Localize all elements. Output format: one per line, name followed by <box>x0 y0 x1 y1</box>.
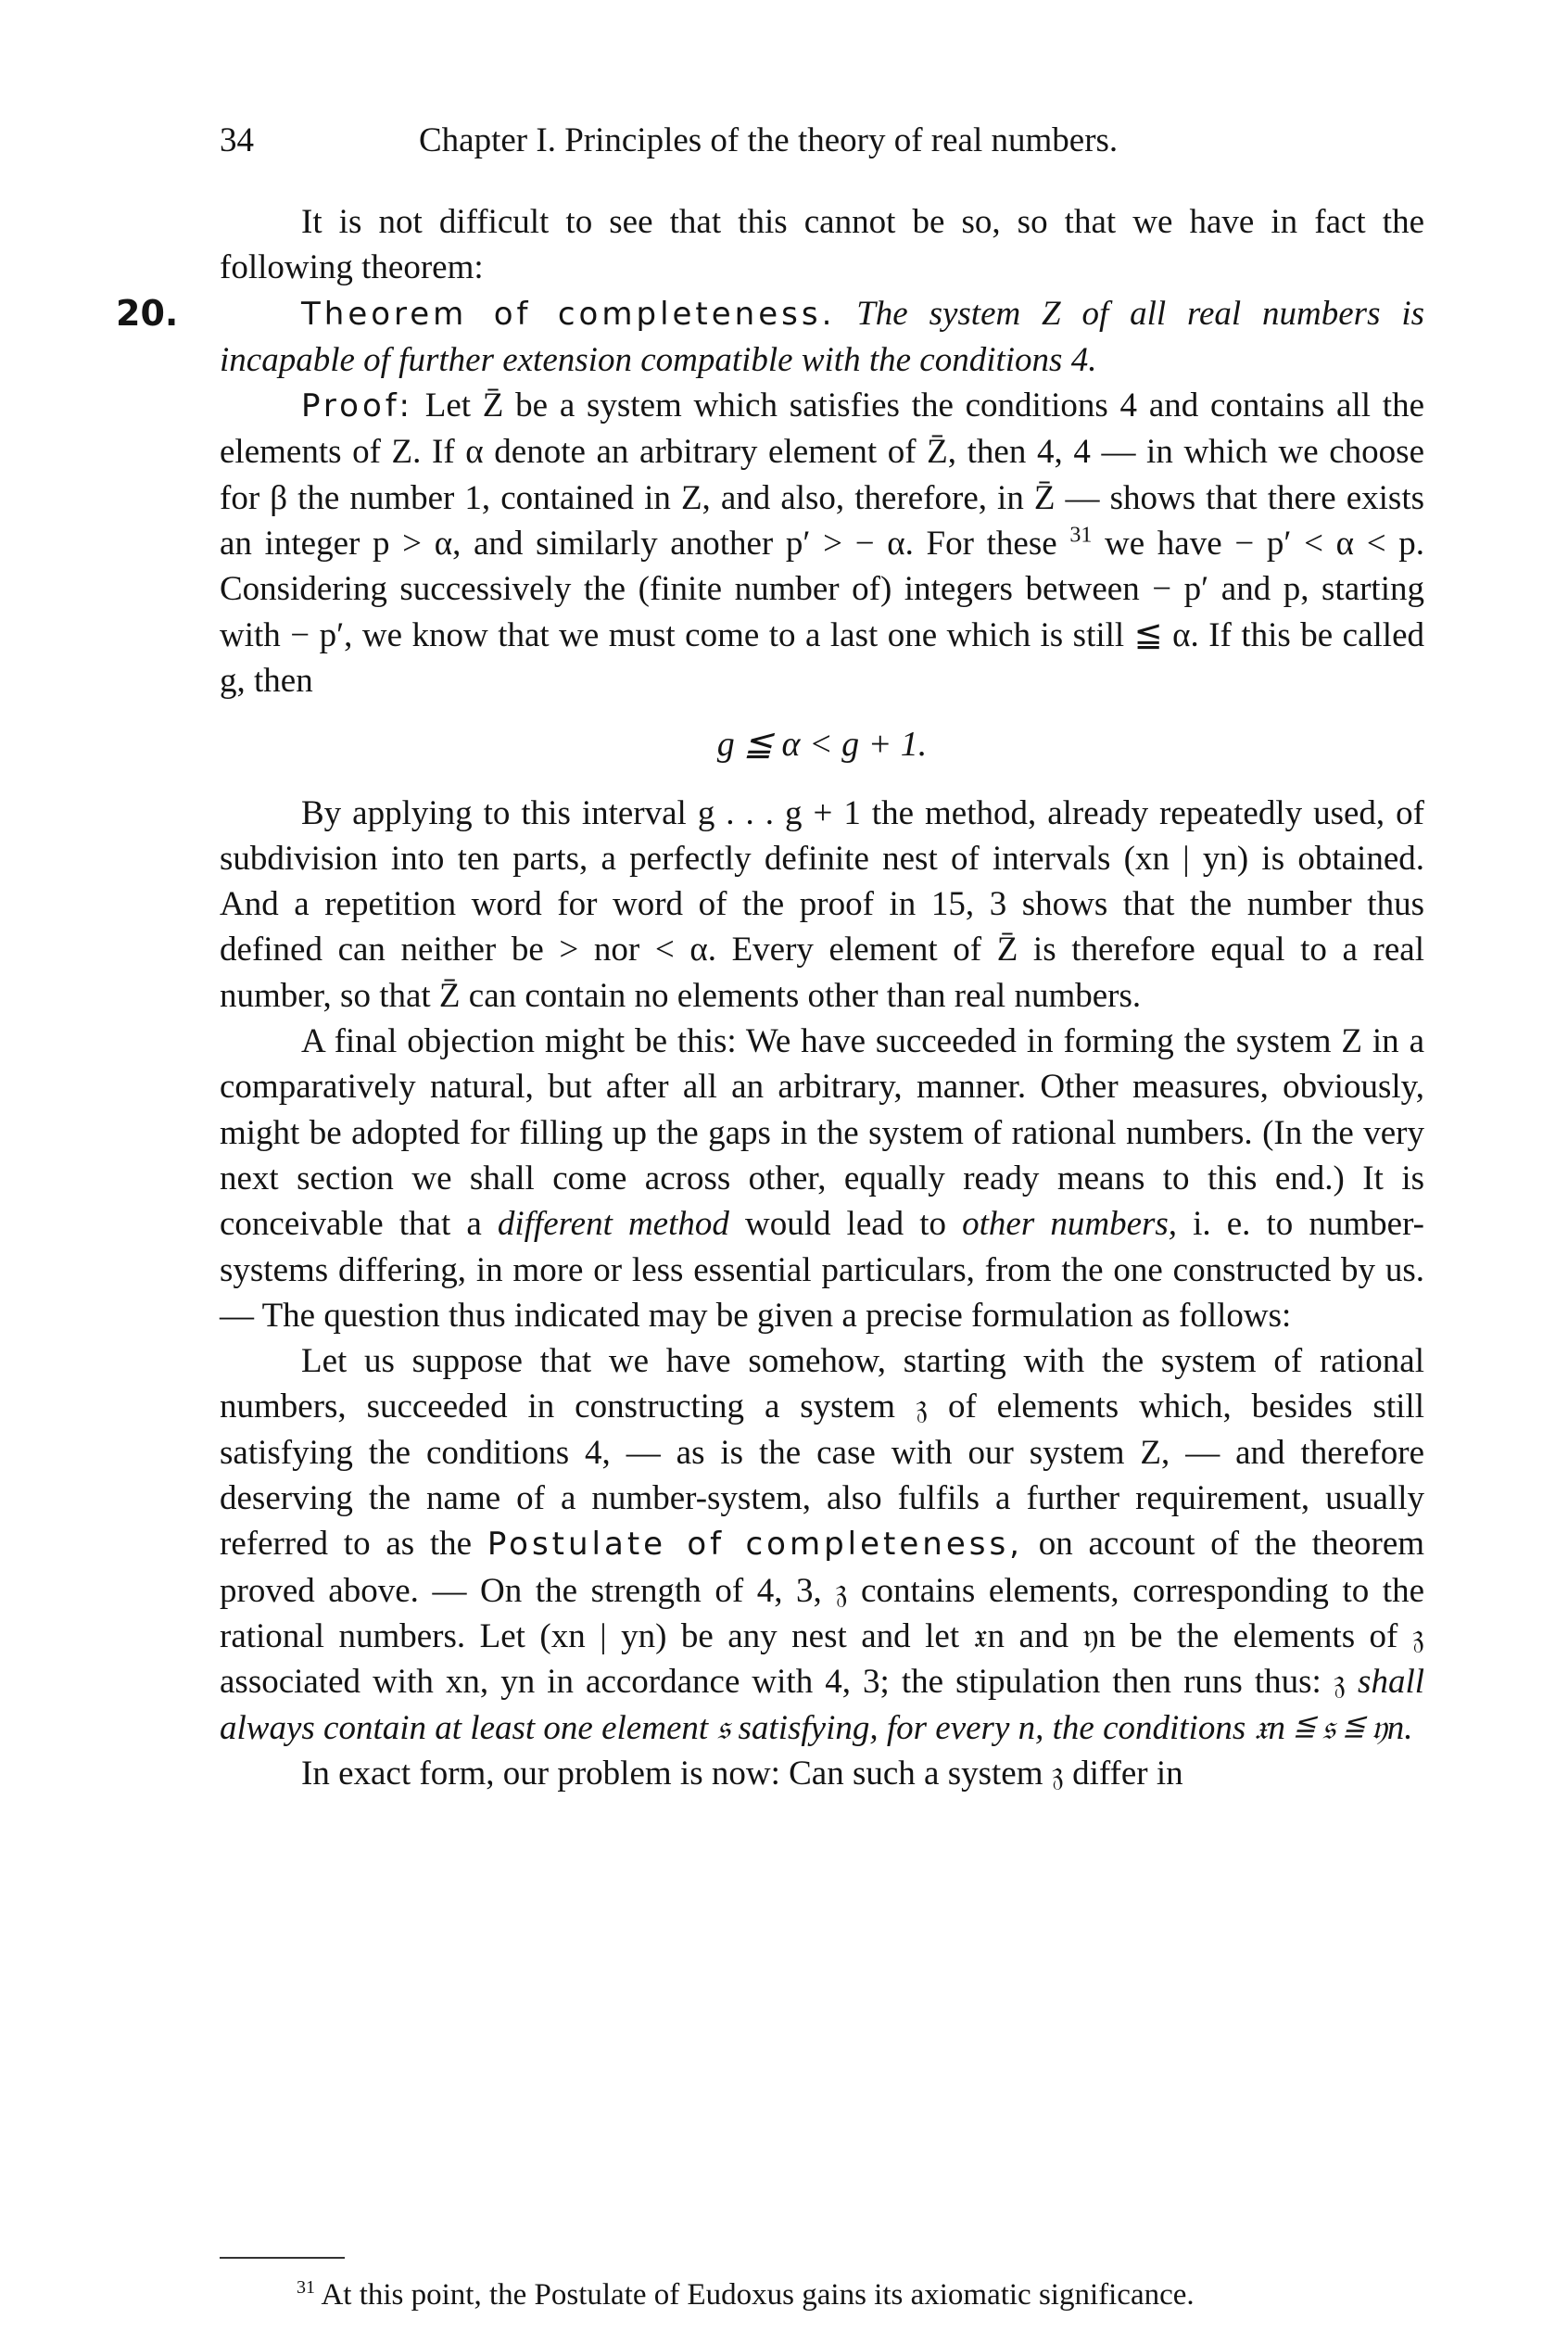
emphasis-other-numbers: other numbers, <box>962 1205 1178 1244</box>
objection-paragraph <box>220 1019 1424 1338</box>
intro-paragraph: It is not difficult to see that this cannot be so, so that we have in fact the following theorem: <box>220 203 1424 287</box>
footnote-ref: 31 <box>1069 523 1093 548</box>
section-number: 20. <box>116 292 179 334</box>
running-title: Chapter I. Principles of the theory of real numbers. <box>419 121 1119 159</box>
proof-label: Proof: <box>301 387 413 425</box>
objection-text: A final objection might be this: We have succeeded in forming the system Z in a comparatively natural, but after all an arbitrary, manner. Other measures, obviously, might be adopted for filling up the gaps in the system of rational numbers. (In the very next section we shall come across other, equally ready means to this end.) It is conceivable that a <box>220 1022 1424 1244</box>
objection-text-2: would lead to <box>744 1205 947 1244</box>
objection-text-3: i. e. to number-systems differing, in more or less essential particulars, from the one constructed by us. — The question thus indicated may be given a precise formulation as follows: <box>220 1205 1425 1335</box>
subdivision-paragraph: By applying to this interval g . . . g + 1 the method, already repeatedly used, of subdivision into ten parts, a perfectly definite nest of intervals (xn | yn) is obtained. And a repetition word for word of the proof in 15, 3 shows that the number thus defined can neither be > nor < α. Every element of Z̄ is therefore equal to a real number, so that Z̄ can contain no elements other than real numbers. <box>220 793 1424 1015</box>
page-number: 34 <box>220 121 254 159</box>
postulate-text-2: on account of the theorem proved above. — On the strength of 4, 3, 𝔷 contains elements, corresponding to the rational numbers. Let (xn | yn) be any nest and let 𝔵n and 𝔶n be the elements of 𝔷 associated with xn, yn in accordance with 4, 3; the stipulation then runs thus: 𝔷 <box>220 1525 1425 1702</box>
proof-paragraph <box>220 383 1424 703</box>
postulate-text: Let us suppose that we have somehow, starting with the system of rational numbers, succeeded in constructing a system 𝔷 of elements which, besides still satisfying the conditions 4, — as is the case with our system Z, — and therefore deserving the name of a number-system, also fulfils a further requirement, usually referred to as the <box>220 1342 1424 1564</box>
footnote-text: At this point, the Postulate of Eudoxus gains its axiomatic significance. <box>321 2278 1195 2312</box>
proof-text: Let Z̄ be a system which satisfies the conditions 4 and contains all the elements of Z. If α denote an arbitrary element of Z̄, then 4, 4 — in which we choose for β the number 1, contained in Z, and also, therefore, in Z̄ — shows that there exists an integer p > α, and similarly another p′ > − α. For these <box>220 386 1424 564</box>
theorem-statement: The system Z of all real numbers is incapable of further extension compatible with the conditions 4. <box>220 294 1424 379</box>
inequality-formula: g ≦ α < g + 1. <box>716 725 928 765</box>
postulate-stipulation: shall always contain at least one element 𝔰 satisfying, for every n, the conditions 𝔵n ≦ 𝔰 ≦ 𝔶n. <box>220 1663 1425 1747</box>
emphasis-different-method: different method <box>497 1205 729 1244</box>
footnote <box>297 2275 1409 2314</box>
postulate-label: Postulate of completeness, <box>487 1526 1023 1564</box>
proof-text-continued: we have − p′ < α < p. Considering successively the (finite number of) integers between − p′ and p, starting with − p′, we know that we must come to a last one which is still ≦ α. If this be called g, then <box>220 525 1424 700</box>
postulate-paragraph <box>220 1338 1424 1751</box>
footnote-mark: 31 <box>297 2277 315 2298</box>
footnote-rule <box>220 2257 345 2259</box>
problem-paragraph: In exact form, our problem is now: Can such a system 𝔷 differ in <box>301 1754 1183 1793</box>
theorem-block <box>116 291 1424 384</box>
main-text <box>116 199 1425 1796</box>
theorem-label: Theorem of completeness. <box>301 295 836 333</box>
